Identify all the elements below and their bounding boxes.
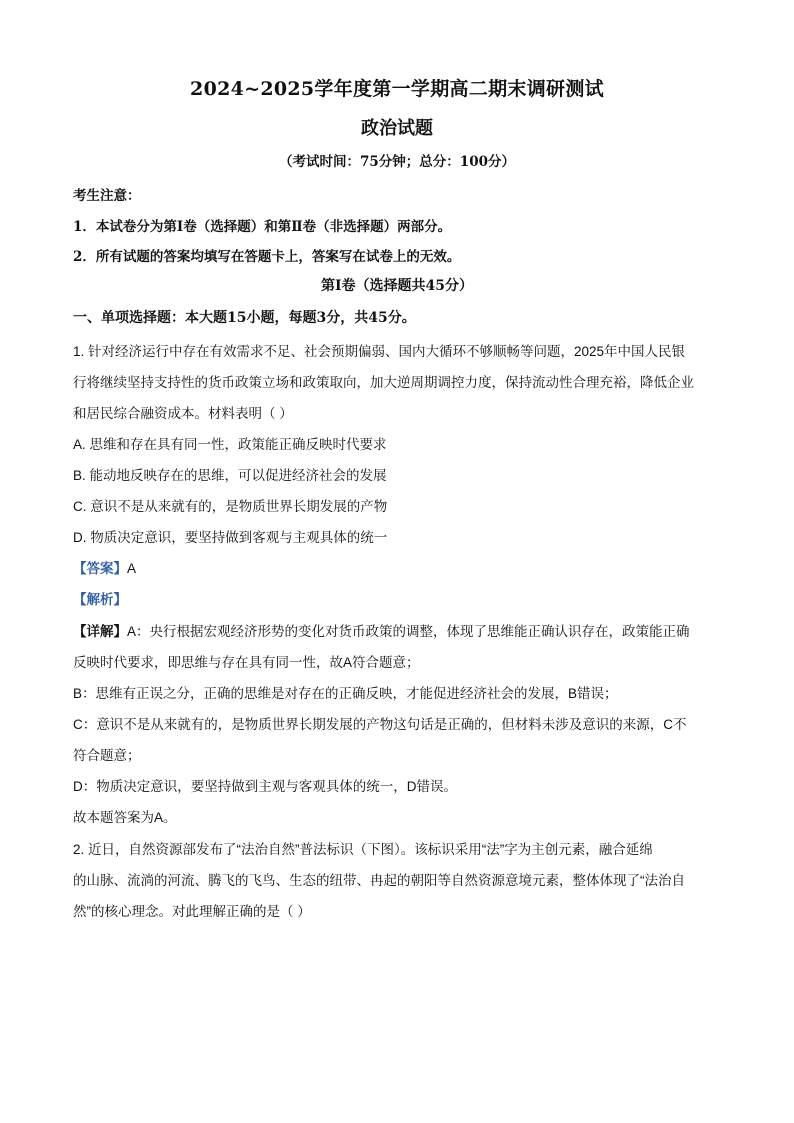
- exam-subject: 政治试题: [361, 118, 433, 139]
- analysis-tag: 【解析】: [73, 592, 127, 607]
- detail-text-5: 符合题意；: [73, 748, 141, 763]
- option-c: C. 意识不是从来就有的，是物质世界长期发展的产物: [73, 499, 388, 514]
- detail-tag: 【详解】: [73, 624, 127, 639]
- exam-title: 2024~2025学年度第一学期高二期末调研测试: [190, 78, 604, 100]
- question-1-stem-line-3: 和居民综合融资成本。材料表明（ ）: [73, 406, 293, 421]
- option-d: D. 物质决定意识，要坚持做到客观与主观具体的统一: [73, 530, 388, 545]
- question-1-stem-line-2: 行将继续坚持支持性的货币政策立场和政策取向，加大逆周期调控力度，保持流动性合理充裕，降低企业: [73, 375, 694, 390]
- detail-text-3: B：思维有正误之分，正确的思维是对存在的正确反映，才能促进经济社会的发展，B错误；: [73, 686, 618, 701]
- conclusion: 故本题答案为A。: [73, 810, 177, 825]
- detail-text-6: D：物质决定意识，要坚持做到主观与客观具体的统一，D错误。: [73, 779, 457, 794]
- answer-tag: 【答案】: [73, 561, 127, 576]
- answer-value: A: [127, 561, 137, 576]
- question-1-stem-line-1: 1. 针对经济运行中存在有效需求不足、社会预期偏弱、国内大循环不够顺畅等问题，2025年中国人民银: [73, 344, 686, 359]
- option-b: B. 能动地反映存在的思维，可以促进经济社会的发展: [73, 468, 387, 483]
- detail-text-2: 反映时代要求，即思维与存在具有同一性，故A符合题意；: [73, 655, 420, 670]
- answer-row: [73, 557, 723, 577]
- detail-row-1: [73, 620, 723, 640]
- question-2-stem-line-2: 的山脉、流淌的河流、腾飞的飞鸟、生态的纽带、冉起的朝阳等自然资源意境元素，整体体现了“法治自: [73, 873, 685, 888]
- notice-item-2: 2．所有试题的答案均填写在答题卡上，答案写在试卷上的无效。: [73, 249, 461, 265]
- part-heading: 第Ⅰ卷（选择题共45分）: [320, 278, 474, 294]
- question-2-stem-line-3: 然”的核心理念。对此理解正确的是（ ）: [73, 904, 311, 919]
- exam-info: （考试时间：75分钟；总分：100分）: [279, 154, 515, 170]
- notice-item-1: 1．本试卷分为第Ⅰ卷（选择题）和第Ⅱ卷（非选择题）两部分。: [73, 219, 452, 235]
- notice-heading: 考生注意：: [73, 188, 141, 204]
- detail-text-4: C：意识不是从来就有的，是物质世界长期发展的产物这句话是正确的，但材料未涉及意识的来源，C不: [73, 717, 687, 732]
- detail-text-1: A：央行根据宏观经济形势的变化对货币政策的调整，体现了思维能正确认识存在，政策能正确: [127, 624, 690, 639]
- section-heading: 一、单项选择题：本大题15小题，每题3分，共45分。: [73, 310, 416, 326]
- question-2-stem-line-1: 2. 近日，自然资源部发布了“法治自然”普法标识（下图）。该标识采用“法”字为主创元素，融合延绵: [73, 842, 653, 857]
- option-a: A. 思维和存在具有同一性，政策能正确反映时代要求: [73, 437, 387, 452]
